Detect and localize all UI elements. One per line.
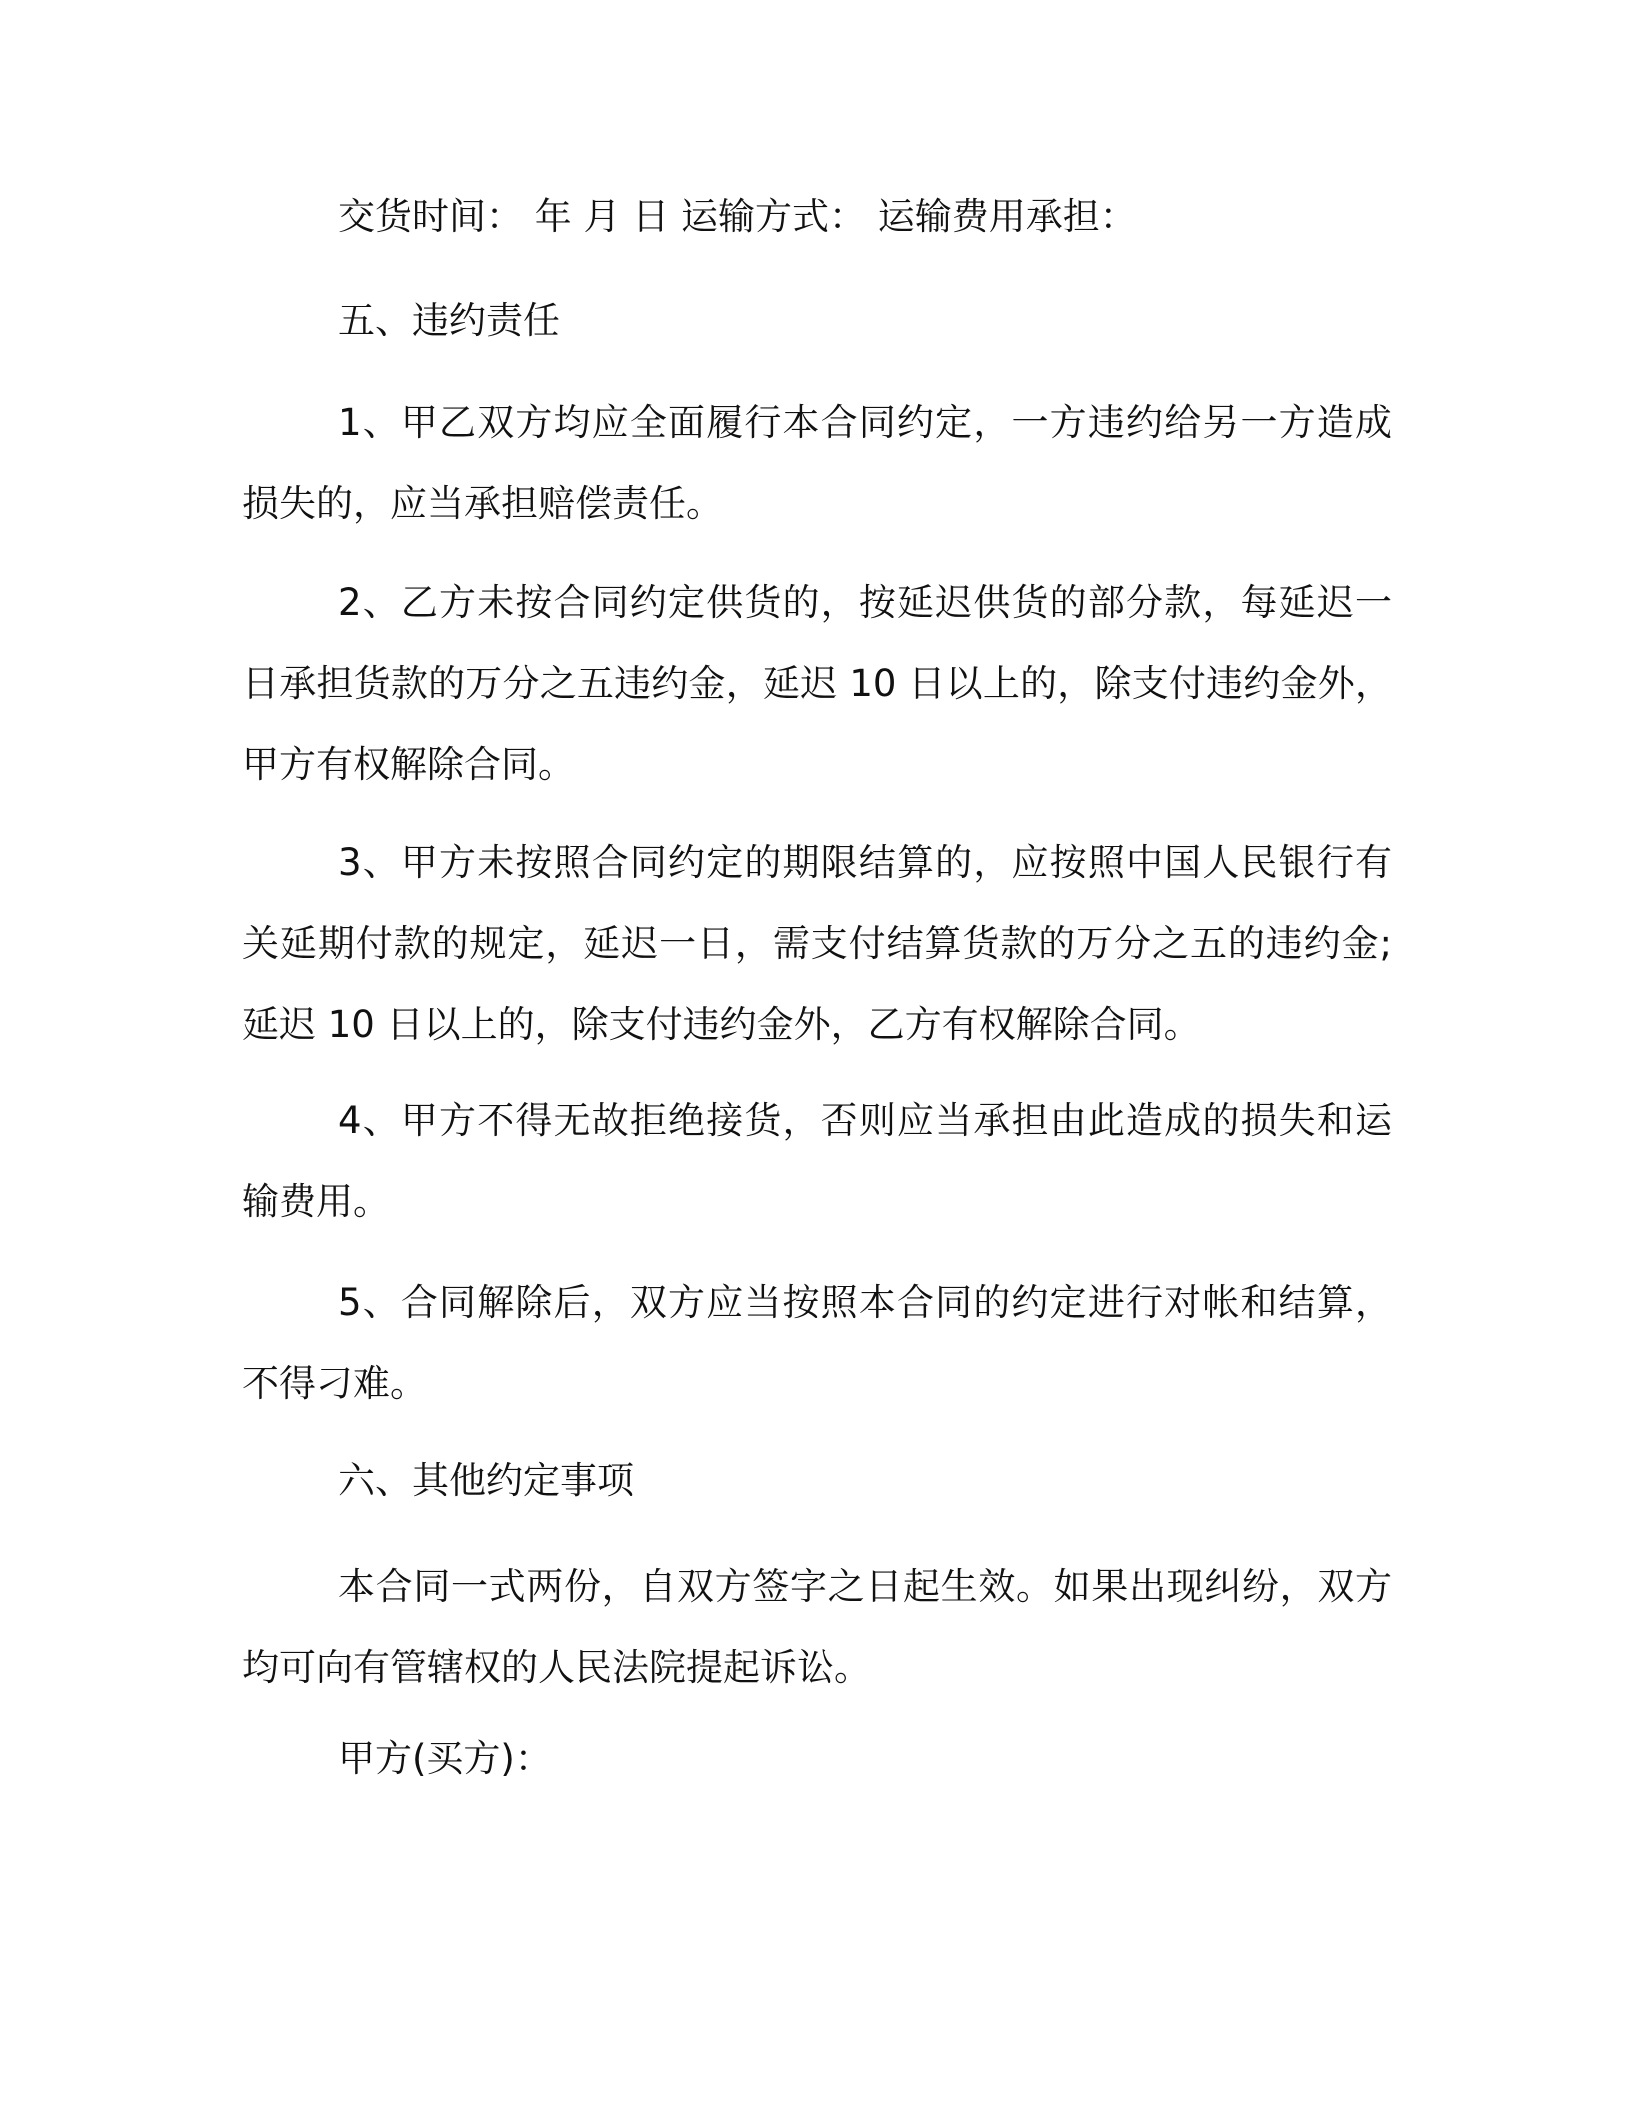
section-five-heading: 五、违约责任 [338, 299, 560, 342]
breach-clause-2: 2、乙方未按合同约定供货的，按延迟供货的部分款，每延迟一日承担货款的万分之五违约金，延迟 10 日以上的，除支付违约金外，甲方有权解除合同。 [242, 581, 1392, 786]
breach-clause-5: 5、合同解除后，双方应当按照本合同的约定进行对帐和结算，不得刁难。 [242, 1281, 1392, 1405]
breach-clause-1: 1、甲乙双方均应全面履行本合同约定，一方违约给另一方造成损失的，应当承担赔偿责任。 [242, 401, 1392, 525]
breach-clause-4: 4、甲方不得无故拒绝接货，否则应当承担由此造成的损失和运输费用。 [242, 1099, 1392, 1223]
breach-clause-3: 3、甲方未按照合同约定的期限结算的，应按照中国人民银行有关延期付款的规定，延迟一日，需支付结算货款的万分之五的违约金;延迟 10 日以上的，除支付违约金外，乙方有权解除合同。 [242, 841, 1392, 1046]
buyer-signature-label: 甲方(买方)： [338, 1737, 552, 1780]
delivery-terms-line: 交货时间： 年 月 日 运输方式： 运输费用承担： [338, 195, 1137, 238]
other-terms-clause: 本合同一式两份，自双方签字之日起生效。如果出现纠纷，双方均可向有管辖权的人民法院提起诉讼。 [242, 1565, 1392, 1689]
section-six-heading: 六、其他约定事项 [338, 1459, 634, 1502]
